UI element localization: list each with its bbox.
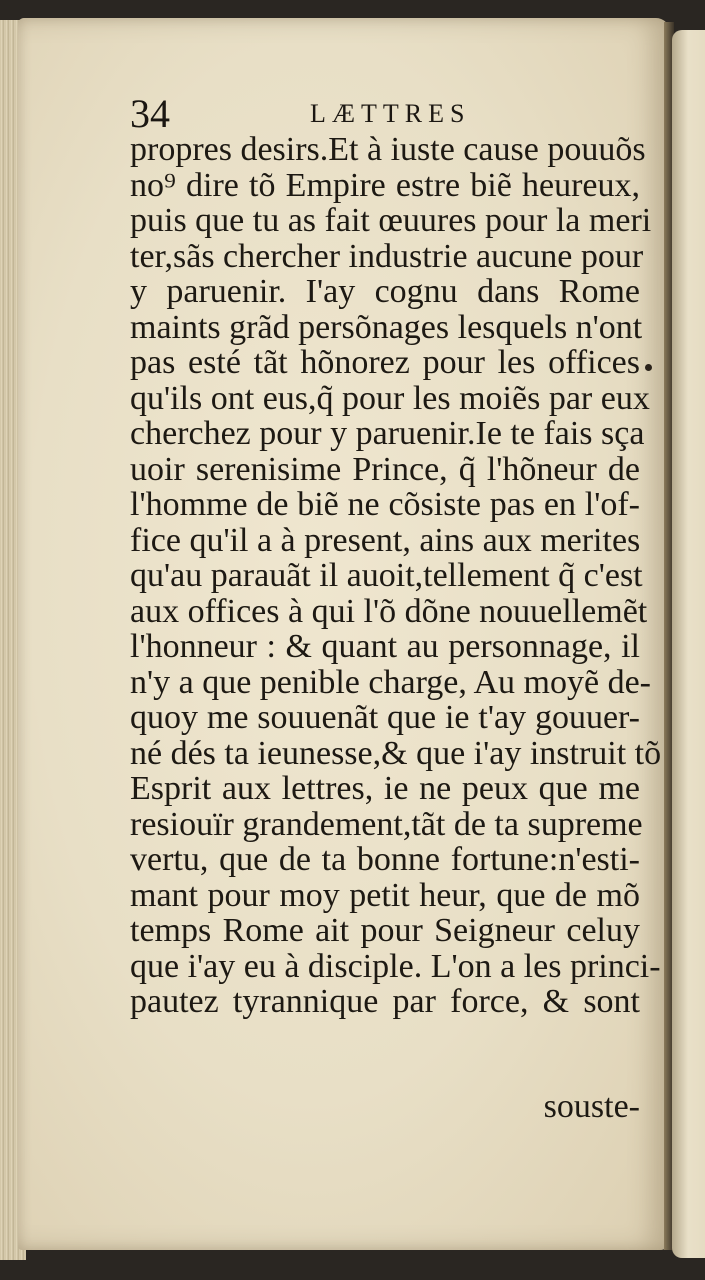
text-line: puis que tu as fait œuures pour la meri xyxy=(130,202,652,239)
text-line: maints grãd persõnages lesquels n'ont xyxy=(130,308,643,346)
text-line: qu'ils ont eus,q̃ pour les moiẽs par eux xyxy=(130,379,650,417)
page-number: 34 xyxy=(130,91,170,136)
text-line: ter,sãs chercher industrie aucune pour xyxy=(130,237,644,275)
next-page-edge xyxy=(672,30,705,1258)
body-text xyxy=(130,131,662,1020)
text-line: cherchez pour y paruenir.Ie te fais sça xyxy=(130,415,645,452)
text-line: pas esté tãt hõnorez pour les offices xyxy=(130,344,640,381)
text-line: propres desirs.Et à iuste cause pouuõs xyxy=(130,131,646,168)
text-line: fice qu'il a à present, ains aux merites xyxy=(130,521,641,559)
text-line: pautez tyrannique par force, & sont xyxy=(130,983,640,1020)
running-head xyxy=(130,92,640,136)
text-line: Esprit aux lettres, ie ne peux que me xyxy=(130,770,640,807)
text-line: aux offices à qui l'õ dõne nouuellemẽt xyxy=(130,592,648,630)
text-line: n'y a que penible charge, Au moyẽ de- xyxy=(130,663,651,701)
text-line: resiouïr grandement,tãt de ta supreme xyxy=(130,805,643,843)
text-line: uoir serenisime Prince, q̃ l'hõneur de xyxy=(130,450,640,488)
text-line: mant pour moy petit heur, que de mõ xyxy=(130,876,640,914)
text-line: temps Rome ait pour Seigneur celuy xyxy=(130,912,640,949)
text-line: l'honneur : & quant au personnage, il xyxy=(130,628,640,665)
text-line: vertu, que de ta bonne fortune:n'esti- xyxy=(130,841,640,878)
text-line: que i'ay eu à disciple. L'on a les princi- xyxy=(130,947,661,985)
text-line: né dés ta ieunesse,& que i'ay instruit tõ xyxy=(130,734,662,772)
text-line: qu'au parauãt il auoit,tellement q̃ c'est xyxy=(130,557,643,594)
margin-mark xyxy=(645,364,652,371)
text-line: l'homme de biẽ ne cõsiste pas en l'of- xyxy=(130,486,640,523)
running-head-title: LÆTTRES xyxy=(310,99,471,128)
text-line: quoy me souuenãt que ie t'ay gouuer- xyxy=(130,699,640,736)
text-line: no⁹ dire tõ Empire estre biẽ heureux, xyxy=(130,166,640,204)
catchword: souste- xyxy=(543,1088,640,1125)
text-line: y paruenir. I'ay cognu dans Rome xyxy=(130,273,640,310)
